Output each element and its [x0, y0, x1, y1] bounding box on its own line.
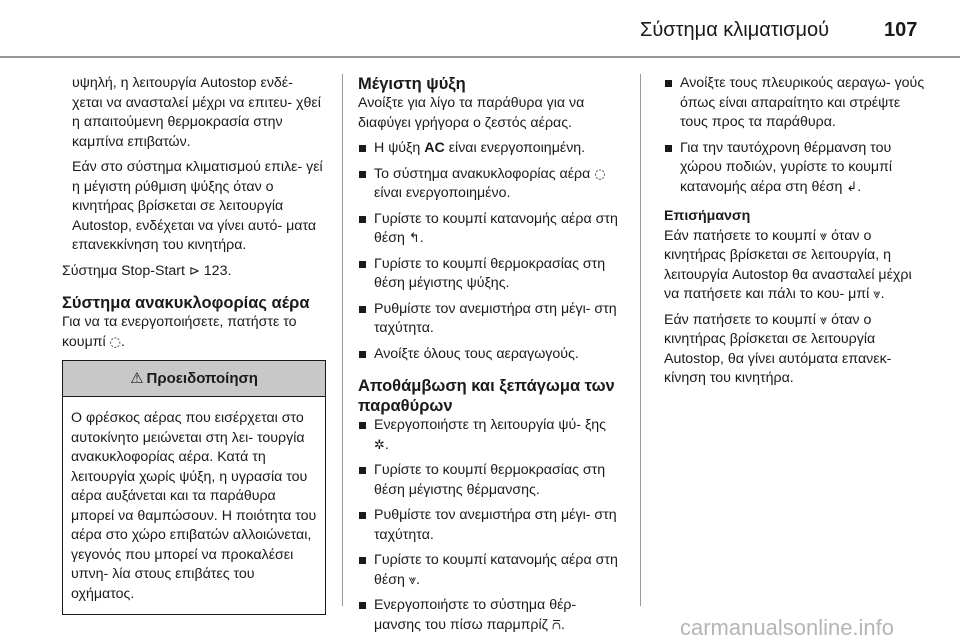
heading-note: Επισήμανση [664, 208, 751, 224]
warning-triangle-icon: ⚠ [130, 369, 144, 387]
header-rule [0, 56, 960, 58]
list-item: Για την ταυτόχρονη θέρμανση του χώρου ποδιών, γυρίστε το κουμπί κατανομής αέρα στη θέση ↲. [664, 139, 928, 198]
feet-windshield-icon: ↲ [846, 179, 858, 195]
note-paragraph-2: Εάν πατήσετε το κουμπί ⩔ όταν ο κινητήρας βρίσκεται σε λειτουργία Autostop, θα γίνει αυτόματα επανεκ- κίνηση του κινητήρα. [664, 311, 892, 386]
cooling-icon: ✲ [374, 437, 385, 453]
list-item: Γυρίστε το κουμπί κατανομής αέρα στη θέση ↰. [358, 210, 624, 249]
stop-start-text: Σύστημα Stop-Start [62, 262, 185, 279]
reference-arrow-icon: ⊳ [188, 263, 200, 279]
list-item: Ρυθμίστε τον ανεμιστήρα στη μέγι- στη ταχύτητα. [358, 300, 624, 339]
warning-box [62, 360, 326, 615]
list-item: Το σύστημα ανακυκλοφορίας αέρα ◌ είναι ενεργοποιημένο. [358, 165, 624, 204]
list-item: Γυρίστε το κουμπί κατανομής αέρα στη θέση ⩔. [358, 551, 624, 590]
note-paragraph-1: Εάν πατήσετε το κουμπί ⩔ όταν ο κινητήρας βρίσκεται σε λειτουργία, η λειτουργία Autostop θα ανασταλεί μέχρι να πατήσετε και πάλι το κου- μπί ⩔. [664, 227, 912, 302]
watermark: carmanualsonline.info [680, 615, 895, 640]
defrost-steps [358, 416, 624, 635]
windshield-defrost-icon: ⩔ [873, 287, 881, 302]
list-item: Ανοίξτε όλους τους αεραγωγούς. [358, 345, 624, 365]
column-divider-1 [342, 74, 343, 606]
rear-window-heat-icon: ⩃ [551, 617, 561, 633]
defrost-steps-continued [664, 74, 928, 197]
windshield-defrost-icon: ⩔ [819, 312, 828, 328]
heading-defrost: Αποθάμβωση και ξεπάγωμα των παραθύρων [358, 377, 615, 415]
page-header-title: Σύστημα κλιματισμού [640, 19, 830, 41]
windshield-defrost-icon: ⩔ [408, 572, 417, 588]
max-cooling-steps [358, 139, 624, 364]
column-2 [358, 74, 624, 635]
warning-title: Προειδοποίηση [146, 370, 258, 387]
heading-recirculation: Σύστημα ανακυκλοφορίας αέρα [62, 294, 310, 312]
page-number: 107 [884, 19, 918, 41]
warning-header [63, 361, 325, 397]
paragraph-autostop-cooling: υψηλή, η λειτουργία Autostop ενδέ- χεται να ανασταλεί μέχρι να επιτευ- χθεί η απαιτούμενη θερμοκρασία στην καμπίνα επιβατών. [72, 75, 321, 150]
paragraph-stop-start-ref [62, 262, 326, 282]
list-item: Ενεργοποιήστε τη λειτουργία ψύ- ξης ✲. [358, 416, 624, 455]
paragraph-recirculation: Για να τα ενεργοποιήσετε, πατήστε το κουμπί ◌. [62, 314, 297, 350]
list-item: Γυρίστε το κουμπί θερμοκρασίας στη θέση μέγιστης ψύξης. [358, 255, 624, 294]
paragraph-open-windows: Ανοίξτε για λίγο τα παράθυρα για να διαφύγει γρήγορα ο ζεστός αέρας. [358, 95, 585, 131]
list-item: Ανοίξτε τους πλευρικούς αεραγω- γούς όπως είναι απαραίτητο και στρέψτε τους προς τα παράθυρα. [664, 74, 928, 133]
list-item: Ρυθμίστε τον ανεμιστήρα στη μέγι- στη ταχύτητα. [358, 506, 624, 545]
column-3 [664, 74, 928, 389]
column-divider-2 [640, 74, 641, 606]
warning-body: Ο φρέσκος αέρας που εισέρχεται στο αυτοκίνητο μειώνεται στη λει- τουργία ανακυκλοφορίας αέρα. Κατά τη λειτουργία χωρίς ψύξη, η υγρασία του αέρα αυξάνεται και τα παράθυρα μπορεί να θαμπώσουν. Η ποιότητα του αέρα στο χώρο επιβατών αλλοιώνεται, γεγονός που μπορεί να προκαλέσει υπνη- λία στους επιβάτες του οχήματος. [71, 410, 317, 602]
list-item: Ενεργοποιήστε το σύστημα θέρ- μανσης του πίσω παρμπρίζ ⩃. [358, 596, 624, 635]
stop-start-page-ref: 123. [203, 262, 232, 279]
vent-icon: ↰ [408, 231, 420, 246]
ac-label: AC [424, 140, 445, 156]
heading-max-cooling: Μέγιστη ψύξη [358, 75, 466, 93]
recirculation-icon: ◌ [109, 334, 121, 350]
recirculation-icon: ◌ [594, 166, 606, 182]
column-1 [62, 74, 326, 615]
list-item: Η ψύξη AC είναι ενεργοποιημένη. [358, 139, 624, 159]
windshield-defrost-icon: ⩔ [819, 228, 828, 244]
recirculation-text: Για να τα ενεργοποιήσετε, πατήστε το κουμπί [62, 314, 297, 350]
list-item: Γυρίστε το κουμπί θερμοκρασίας στη θέση μέγιστης θέρμανσης. [358, 461, 624, 500]
paragraph-max-cooling-restart: Εάν στο σύστημα κλιματισμού επιλε- γεί η μέγιστη ρύθμιση ψύξης όταν ο κινητήρας βρίσκεται σε λειτουργία Autostop, ενδέχεται να γίνει αυτό- ματα επανεκκίνηση του κινητήρα. [72, 159, 323, 253]
